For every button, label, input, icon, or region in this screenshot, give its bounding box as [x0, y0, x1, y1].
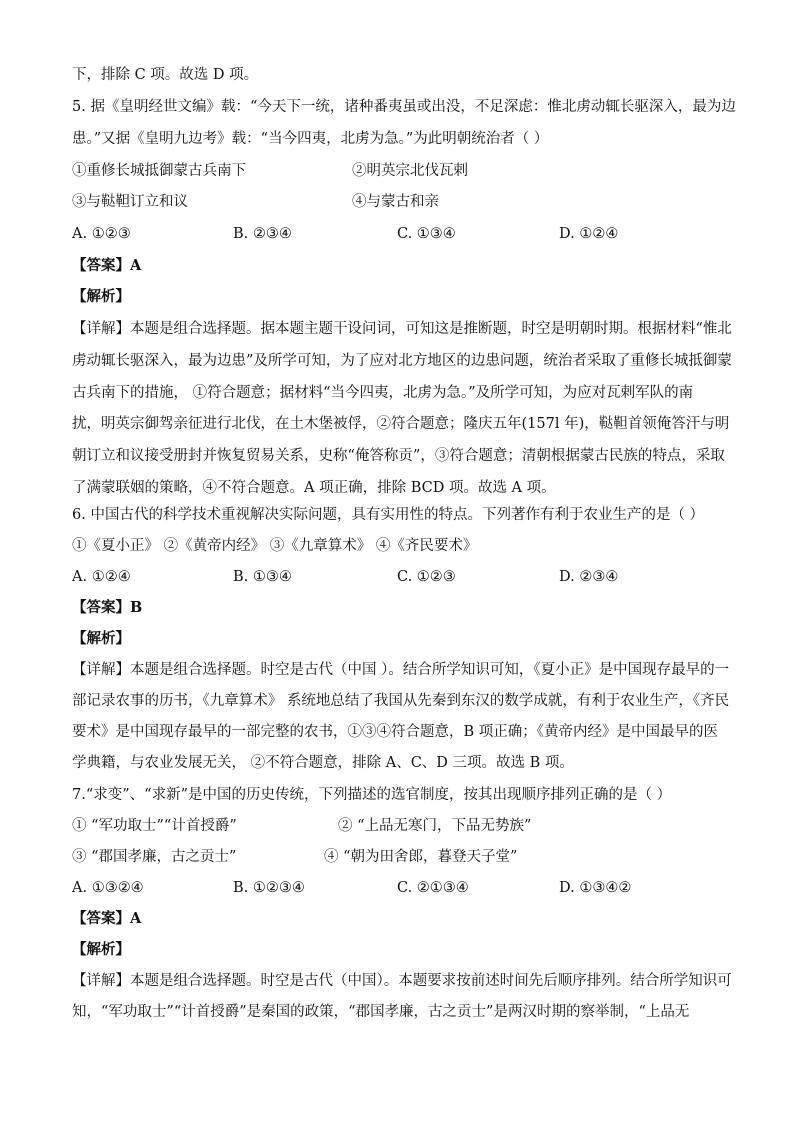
explanation-line: 知，“军功取士”“计首授爵”是秦国的政策，“郡国孝廉，古之贡士”是两汉时期的察举制，“上品无 — [72, 1004, 690, 1020]
explanation-line: 学典籍，与农业发展无关， ②不符合题意，排除 A、C、D 三项。故选 B 项。 — [72, 755, 574, 771]
analysis-label: 【解析】 — [72, 288, 130, 305]
explanation-line: 虏动辄长驱深入，最为边患”及所学可知，为了应对北方地区的边患问题，统治者采取了重修长城抵御蒙 — [72, 353, 732, 369]
question-6-stem: 6. 中国古代的科学技术重视解决实际问题，具有实用性的特点。下列著作有利于农业生产的是（ ） — [72, 507, 705, 523]
explanation-line: 【详解】本题是组合选择题。时空是古代（中国 ）。结合所学知识可知，《夏小正》是中国现存最早的一 — [72, 662, 730, 678]
question-5-stem-cont: 患。”又据《皇明九边考》载：“当今四夷，北虏为急。”为此明朝统治者（ ） — [72, 131, 549, 147]
statement-1: ① “军功取士”“计首授爵” — [72, 818, 237, 834]
choice-c: C. ①②③ — [397, 569, 456, 585]
explanation-line: 要术》是中国现存最早的一部完整的农书，①③④符合题意，B 项正确；《黄帝内经》是中国最早的医 — [72, 724, 719, 740]
choice-d: D. ①③④② — [559, 880, 632, 896]
analysis-label: 【解析】 — [72, 630, 130, 647]
choice-c: C. ①③④ — [397, 226, 456, 242]
choice-d: D. ①②④ — [559, 226, 619, 242]
explanation-line: 了满蒙联姻的策略，④不符合题意。A 项正确，排除 BCD 项。故选 A 项。 — [72, 480, 556, 496]
explanation-line: 部记录农事的历书，《九章算术》 系统地总结了我国从先秦到东汉的数学成就，有利于农业生产，《齐民 — [72, 693, 730, 709]
explanation-line: 【详解】本题是组合选择题。据本题主题干设问词，可知这是推断题，时空是明朝时期。根据材料“惟北 — [72, 321, 732, 337]
statement-2: ② “上品无寒门，下品无势族” — [338, 818, 532, 834]
choice-a: A. ①③②④ — [72, 880, 144, 896]
answer-label: 【答案】A — [72, 257, 142, 274]
question-5-stem: 5. 据《皇明经世文编》载：“今天下一统，诸种番夷虽或出没，不足深虑：惟北虏动辄长驱深入，最为边 — [72, 99, 736, 115]
statement-2: ②明英宗北伐瓦剌 — [352, 163, 468, 179]
statement-1: ①重修长城抵御蒙古兵南下 — [72, 163, 246, 179]
statement-3: ③ “郡国孝廉，古之贡士” — [72, 849, 237, 865]
choice-a: A. ①②④ — [72, 569, 131, 585]
answer-label: 【答案】B — [72, 599, 143, 616]
question-6-statements: ①《夏小正》 ②《黄帝内经》 ③《九章算术》 ④《齐民要术》 — [72, 538, 478, 554]
explanation-line: 【详解】本题是组合选择题。时空是古代（中国）。本题要求按前述时间先后顺序排列。结合所学知识可 — [72, 973, 732, 989]
explanation-line: 扰，明英宗御驾亲征进行北伐，在土木堡被俘，②符合题意；隆庆五年(157l 年)，鞑靼首领俺答汗与明 — [72, 416, 730, 432]
choice-b: B. ①③④ — [233, 569, 292, 585]
analysis-label: 【解析】 — [72, 941, 130, 958]
statement-4: ④ “朝为田舍郎，暮登天子堂” — [324, 849, 518, 865]
question-7-stem: 7.“求变”、“求新”是中国的历史传统，下列描述的选官制度，按其出现顺序排列正确的是（ ） — [72, 787, 672, 803]
explanation-line: 朝订立和议接受册封并恢复贸易关系，史称“俺答称贡”，③符合题意；清朝根据蒙古民族的特点，采取 — [72, 448, 725, 464]
statement-4: ④与蒙古和亲 — [352, 194, 439, 210]
statement-3: ③与鞑靼订立和议 — [72, 194, 188, 210]
answer-label: 【答案】A — [72, 910, 142, 927]
choice-b: B. ①②③④ — [233, 880, 305, 896]
explanation-line: 古兵南下的措施， ①符合题意；据材料“当今四夷，北虏为急。”及所学可知，为应对瓦剌军队的南 — [72, 385, 694, 401]
choice-c: C. ②①③④ — [397, 880, 469, 896]
choice-b: B. ②③④ — [233, 226, 292, 242]
choice-a: A. ①②③ — [72, 226, 131, 242]
text-line: 下，排除 C 项。故选 D 项。 — [72, 67, 259, 83]
choice-d: D. ②③④ — [559, 569, 619, 585]
